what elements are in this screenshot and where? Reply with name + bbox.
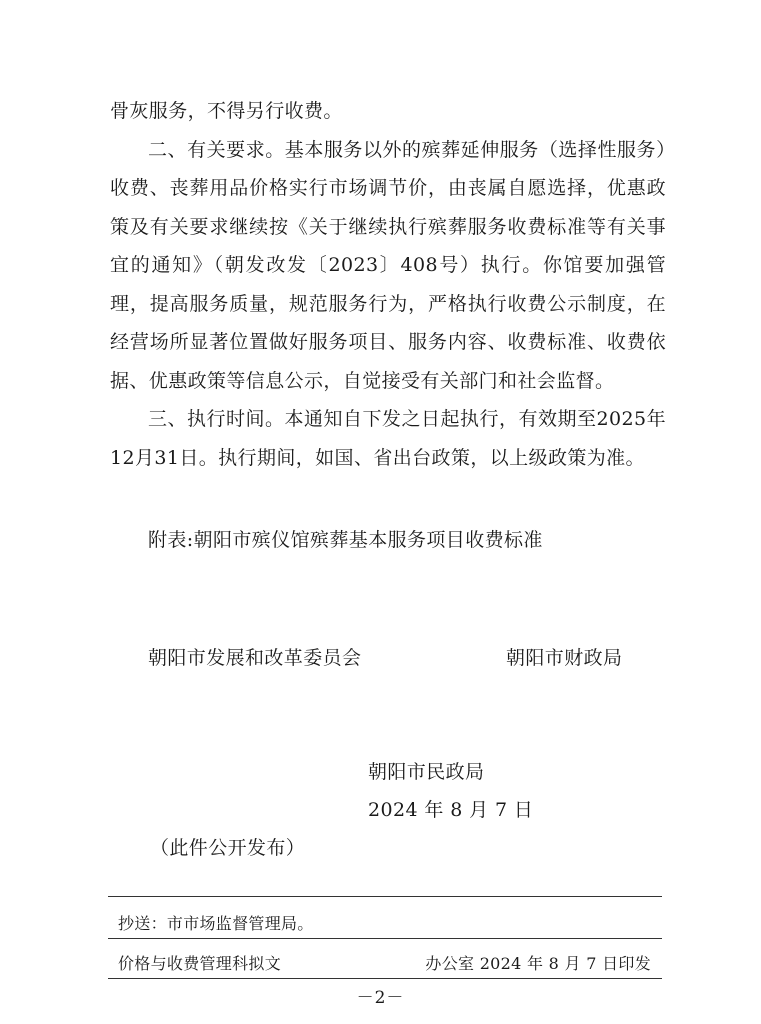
- paragraph-requirements: 二、有关要求。基本服务以外的殡葬延伸服务（选择性服务）收费、丧葬用品价格实行市场调节价，由丧属自愿选择，优惠政策及有关要求继续按《关于继续执行殡葬服务收费标准等有关事宜的通知》（朝发改发〔2023〕408号）执行。你馆要加强管理，提高服务质量，规范服务行为，严格执行收费公示制度，在经营场所显著位置做好服务项目、服务内容、收费标准、收费依据、优惠政策等信息公示，自觉接受有关部门和社会监督。: [110, 138, 666, 392]
- footer-top-divider: [108, 896, 662, 897]
- printing-info: 办公室 2024 年 8 月 7 日印发: [425, 954, 651, 973]
- footer-bottom-divider: [108, 978, 662, 979]
- paragraph-effective-date: 三、执行时间。本通知自下发之日起执行，有效期至2025年12月31日。执行期间，如国、省出台政策，以上级政策为准。: [110, 408, 666, 469]
- attachment-note: 附表:朝阳市殡仪馆殡葬基本服务项目收费标准: [148, 529, 543, 551]
- issuer-finance-bureau: 朝阳市财政局: [506, 647, 623, 669]
- cc-recipients: 抄送：市市场监督管理局。: [118, 914, 314, 933]
- public-release-note: （此件公开发布）: [150, 837, 306, 859]
- document-body: [110, 92, 666, 477]
- paragraph-continuation: 骨灰服务，不得另行收费。: [110, 100, 343, 122]
- footer-middle-divider: [108, 938, 662, 939]
- issue-date: 2024 年 8 月 7 日: [368, 799, 534, 821]
- issuer-development-reform-commission: 朝阳市发展和改革委员会: [148, 647, 362, 669]
- issuer-civil-affairs-bureau: 朝阳市民政局: [368, 761, 485, 783]
- drafting-department: 价格与收费管理科拟文: [118, 954, 282, 973]
- page-number: －2－: [356, 988, 405, 1008]
